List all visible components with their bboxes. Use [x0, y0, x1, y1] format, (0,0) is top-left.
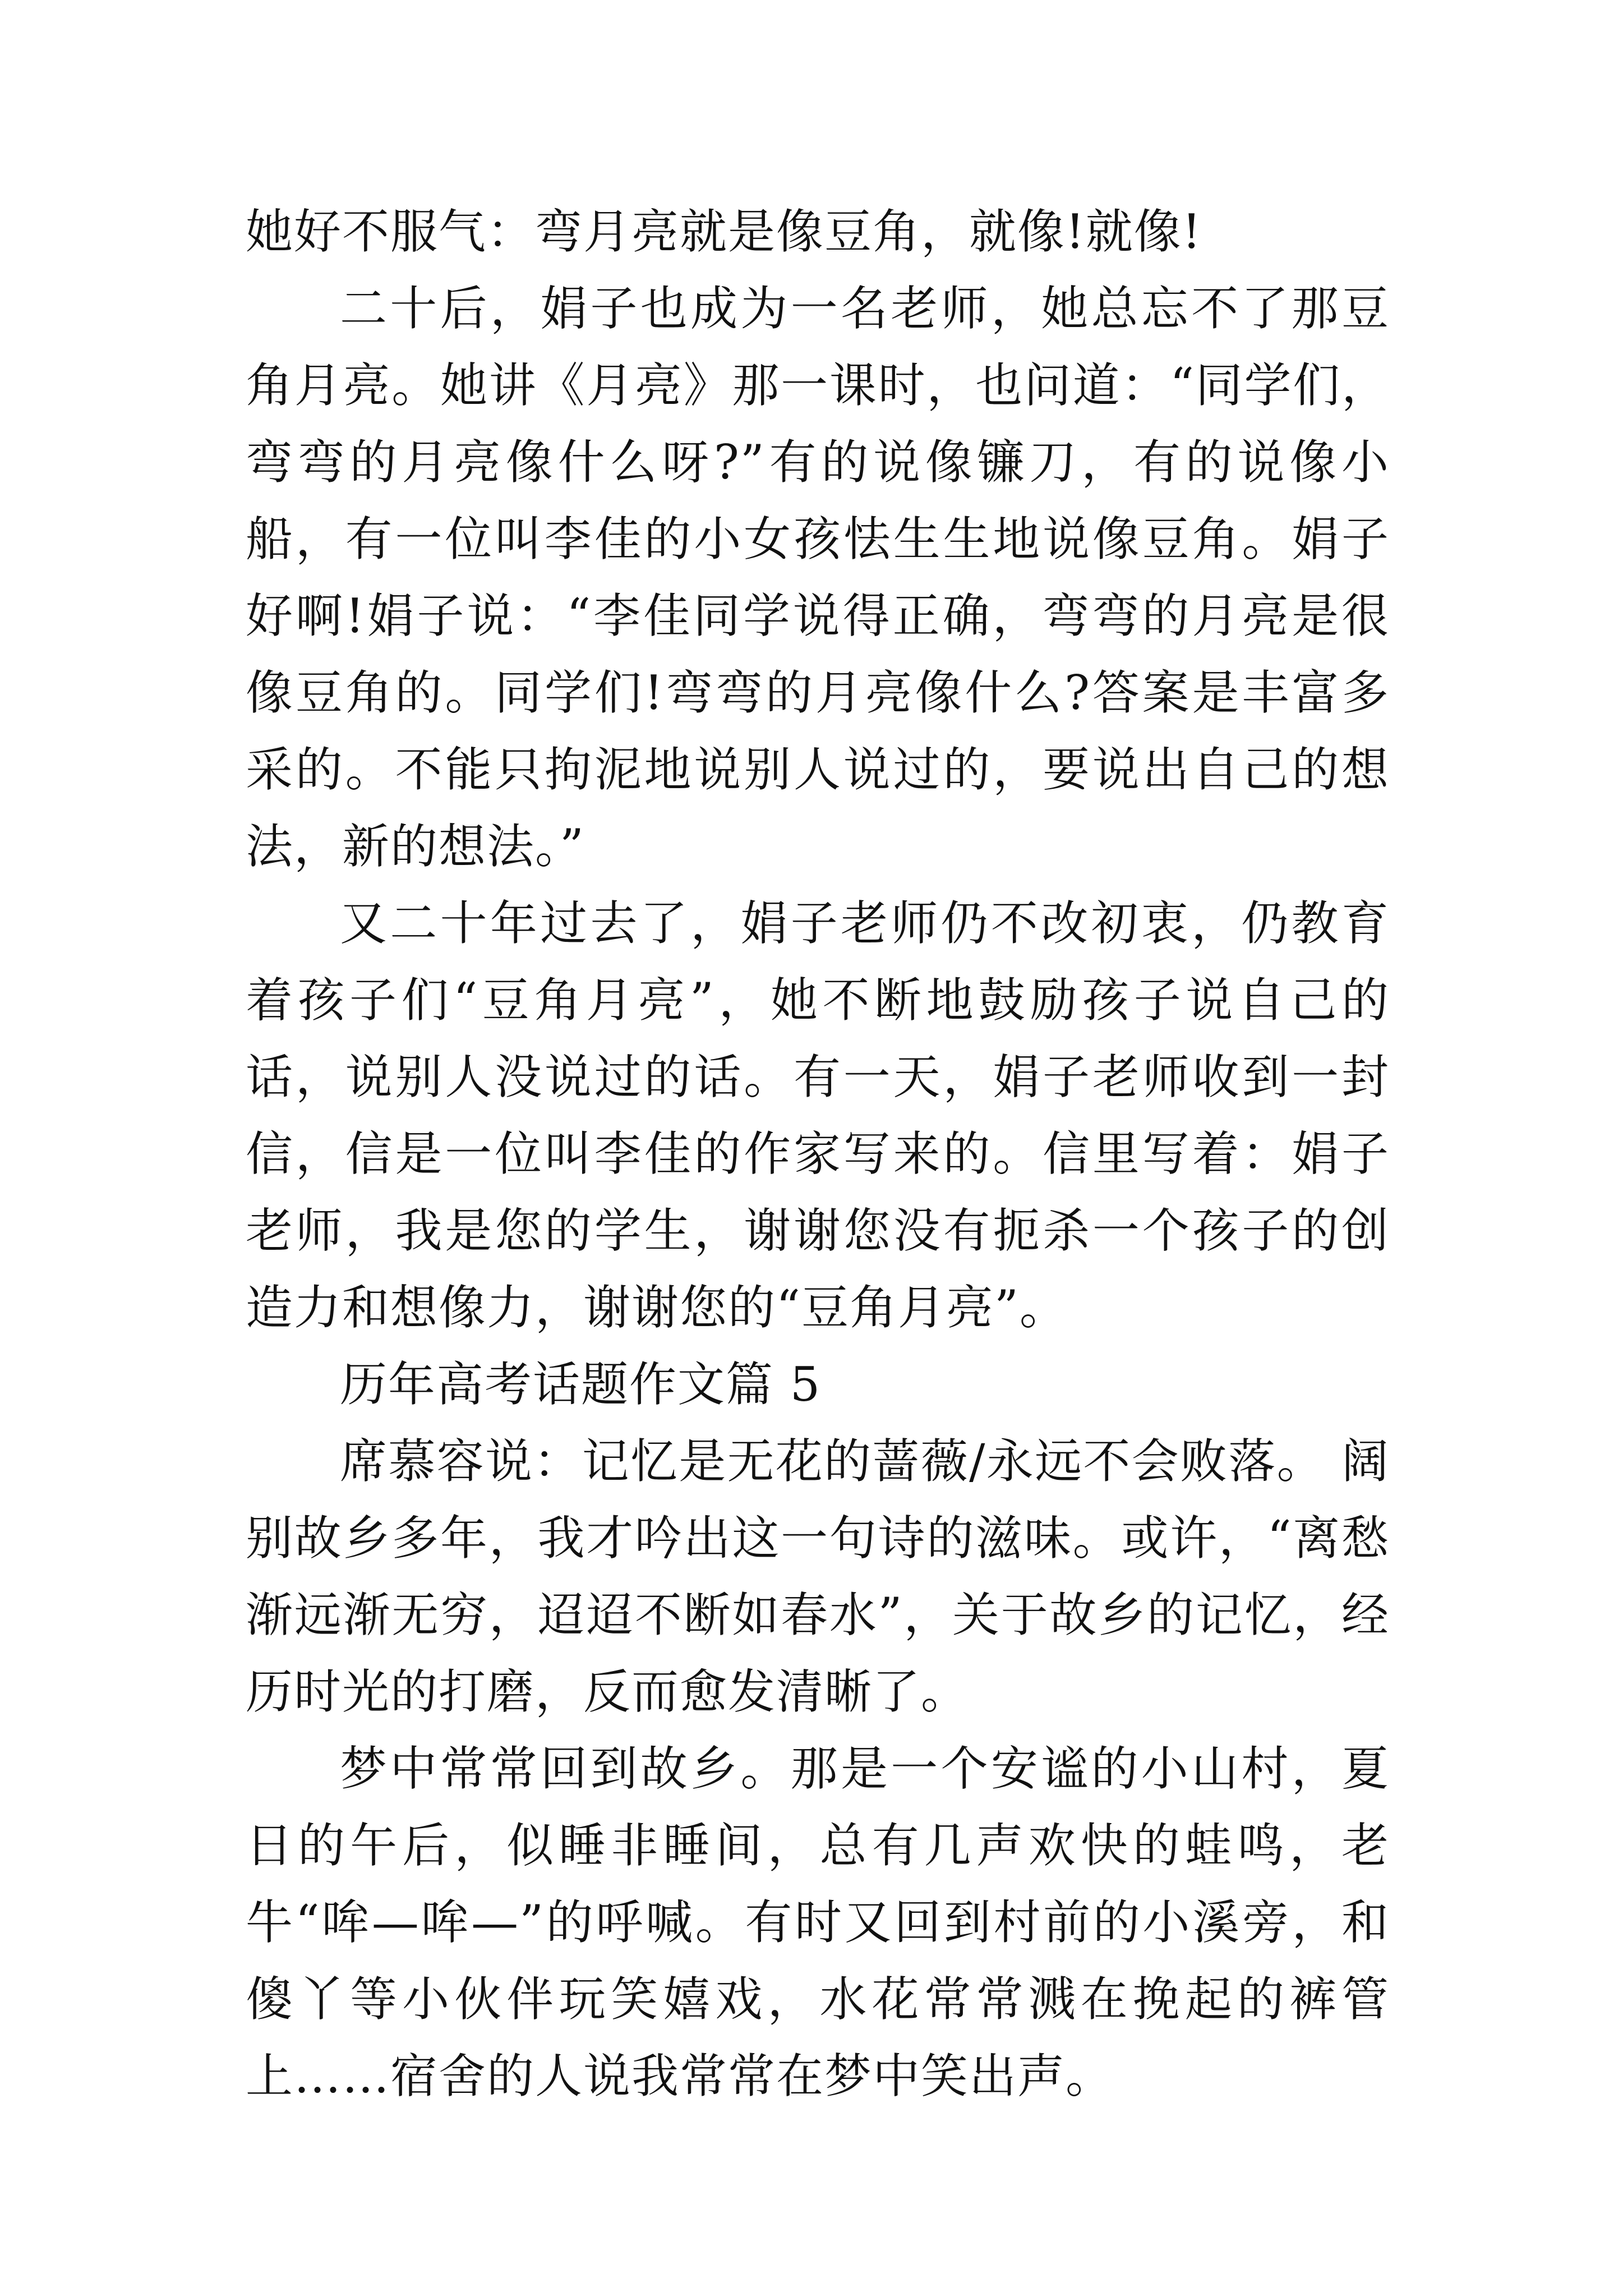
paragraph: 梦中常常回到故乡。那是一个安谧的小山村，夏日的午后，似睡非睡间，总有几声欢快的蛙鸣，老牛“哞—哞—”的呼喊。有时又回到村前的小溪旁，和傻丫等小伙伴玩笑嬉戏，水花常常溅在挽起的裤管上……宿舍的人说我常常在梦中笑出声。: [246, 1741, 1390, 2104]
section-heading: 历年高考话题作文篇 5: [340, 1357, 822, 1412]
paragraph: 席慕容说：记忆是无花的蔷薇/永远不会败落。 阔别故乡多年，我才吟出这一句诗的滋味。或许，“离愁渐远渐无穷，迢迢不断如春水”，关于故乡的记忆，经历时光的打磨，反而愈发清晰了。: [246, 1434, 1390, 1719]
paragraph: 又二十年过去了，娟子老师仍不改初衷，仍教育着孩子们“豆角月亮”，她不断地鼓励孩子说自己的话，说别人没说过的话。有一天，娟子老师收到一封信，信是一位叫李佳的作家写来的。信里写着：娟子老师，我是您的学生，谢谢您没有扼杀一个孩子的创造力和想像力，谢谢您的“豆角月亮”。: [246, 896, 1390, 1335]
paragraph-continuation: 她好不服气：弯月亮就是像豆角，就像!就像!: [246, 204, 1202, 259]
paragraph: 二十后，娟子也成为一名老师，她总忘不了那豆角月亮。她讲《月亮》那一课时，也问道：“同学们，弯弯的月亮像什么呀?”有的说像镰刀，有的说像小船，有一位叫李佳的小女孩怯生生地说像豆角。娟子好啊!娟子说：“李佳同学说得正确，弯弯的月亮是很像豆角的。同学们!弯弯的月亮像什么?答案是丰富多采的。不能只拘泥地说别人说过的，要说出自己的想法，新的想法。”: [246, 281, 1390, 874]
document-body: [246, 194, 1390, 2115]
